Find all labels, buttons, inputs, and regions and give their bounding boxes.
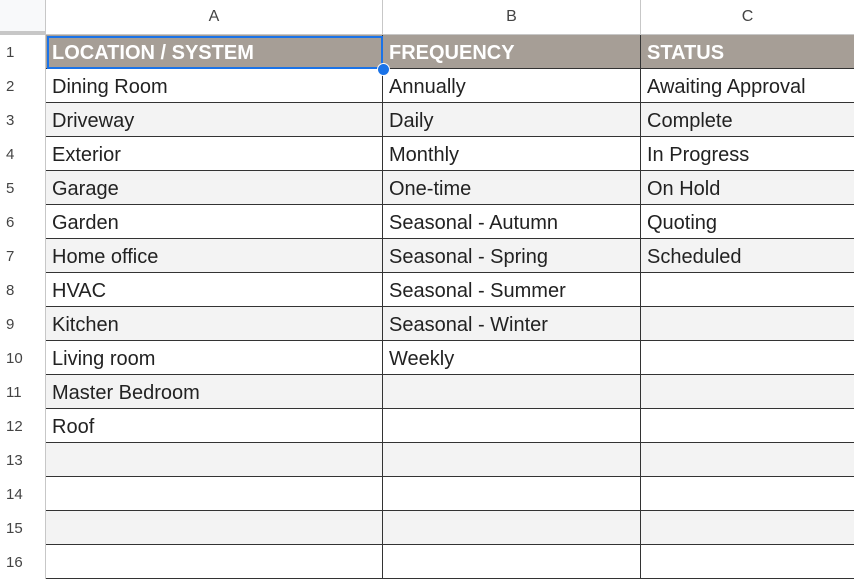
cell-a15[interactable]: [46, 511, 383, 544]
select-all-corner[interactable]: [0, 0, 46, 35]
cell-b4[interactable]: Monthly: [383, 137, 641, 170]
cell-c8[interactable]: [641, 273, 854, 306]
row-header-8[interactable]: 8: [0, 273, 46, 307]
row-header-11[interactable]: 11: [0, 375, 46, 409]
table-row: [46, 137, 854, 171]
cell-b1[interactable]: FREQUENCY: [383, 35, 641, 68]
cell-b12[interactable]: [383, 409, 641, 442]
cell-c4[interactable]: In Progress: [647, 144, 750, 166]
row-header-10[interactable]: 10: [0, 341, 46, 375]
cell-a3[interactable]: Driveway: [46, 103, 383, 136]
row-header-3[interactable]: 3: [0, 103, 46, 137]
cell-b9[interactable]: Seasonal - Winter: [383, 307, 641, 340]
cell-a11[interactable]: Master Bedroom: [46, 375, 383, 408]
column-header-b[interactable]: B: [383, 0, 641, 35]
cell-b3[interactable]: Daily: [383, 103, 641, 136]
row-header-12[interactable]: 12: [0, 409, 46, 443]
row-header-6[interactable]: 6: [0, 205, 46, 239]
row-header-2[interactable]: 2: [0, 69, 46, 103]
cell-c2[interactable]: Awaiting Approval: [647, 76, 806, 98]
column-header-a[interactable]: A: [46, 0, 383, 35]
row-header-9[interactable]: 9: [0, 307, 46, 341]
cell-c11[interactable]: [641, 375, 854, 408]
table-row: [46, 443, 854, 477]
table-row: [46, 307, 854, 341]
cell-a8[interactable]: HVAC: [46, 273, 383, 306]
cell-a13[interactable]: [46, 443, 383, 476]
cell-c3[interactable]: Complete: [647, 110, 733, 132]
cell-b11[interactable]: [383, 375, 641, 408]
fill-handle[interactable]: [377, 63, 390, 76]
cell-b7[interactable]: Seasonal - Spring: [383, 239, 641, 272]
table-row: [46, 477, 854, 511]
table-row: [46, 69, 854, 103]
cell-a9[interactable]: Kitchen: [46, 307, 383, 340]
table-row: [46, 341, 854, 375]
table-row: [46, 545, 854, 579]
cell-a5[interactable]: Garage: [46, 171, 383, 204]
cell-c13[interactable]: [641, 443, 854, 476]
column-header-c[interactable]: C: [641, 0, 854, 35]
cell-c12[interactable]: [641, 409, 854, 442]
cell-a2[interactable]: Dining Room: [46, 69, 383, 102]
cell-a14[interactable]: [46, 477, 383, 510]
cell-c5[interactable]: On Hold: [647, 178, 721, 200]
cell-b6[interactable]: Seasonal - Autumn: [383, 205, 641, 238]
table-row: [46, 375, 854, 409]
cell-b8[interactable]: Seasonal - Summer: [383, 273, 641, 306]
row-header-13[interactable]: 13: [0, 443, 46, 477]
cell-c7[interactable]: Scheduled: [647, 246, 742, 268]
table-row: [46, 103, 854, 137]
row-header-16[interactable]: 16: [0, 545, 46, 579]
cell-c10[interactable]: [641, 341, 854, 374]
row-header-7[interactable]: 7: [0, 239, 46, 273]
table-row: [46, 409, 854, 443]
cell-b13[interactable]: [383, 443, 641, 476]
table-row: [46, 511, 854, 545]
cell-b15[interactable]: [383, 511, 641, 544]
cell-c6[interactable]: Quoting: [647, 212, 718, 234]
row-header-1[interactable]: 1: [0, 35, 46, 69]
cell-b10[interactable]: Weekly: [383, 341, 641, 374]
cell-a7[interactable]: Home office: [46, 239, 383, 272]
table-row: [46, 239, 854, 273]
table-row: [46, 205, 854, 239]
cell-a12[interactable]: Roof: [46, 409, 383, 442]
row-header-4[interactable]: 4: [0, 137, 46, 171]
table-row: [46, 273, 854, 307]
table-row: [46, 171, 854, 205]
cell-a1[interactable]: LOCATION / SYSTEM: [46, 35, 383, 68]
cell-a10[interactable]: Living room: [46, 341, 383, 374]
row-header-14[interactable]: 14: [0, 477, 46, 511]
cell-a6[interactable]: Garden: [46, 205, 383, 238]
column-headers: [46, 0, 854, 35]
cell-c15[interactable]: [641, 511, 854, 544]
cell-b5[interactable]: One-time: [383, 171, 641, 204]
cell-b2[interactable]: Annually: [383, 69, 641, 102]
cell-b14[interactable]: [383, 477, 641, 510]
cell-c9[interactable]: [641, 307, 854, 340]
cell-c14[interactable]: [641, 477, 854, 510]
row-header-15[interactable]: 15: [0, 511, 46, 545]
cell-a4[interactable]: Exterior: [46, 137, 383, 170]
header-row: [46, 35, 854, 69]
cell-c1[interactable]: STATUS: [647, 42, 725, 64]
row-header-5[interactable]: 5: [0, 171, 46, 205]
